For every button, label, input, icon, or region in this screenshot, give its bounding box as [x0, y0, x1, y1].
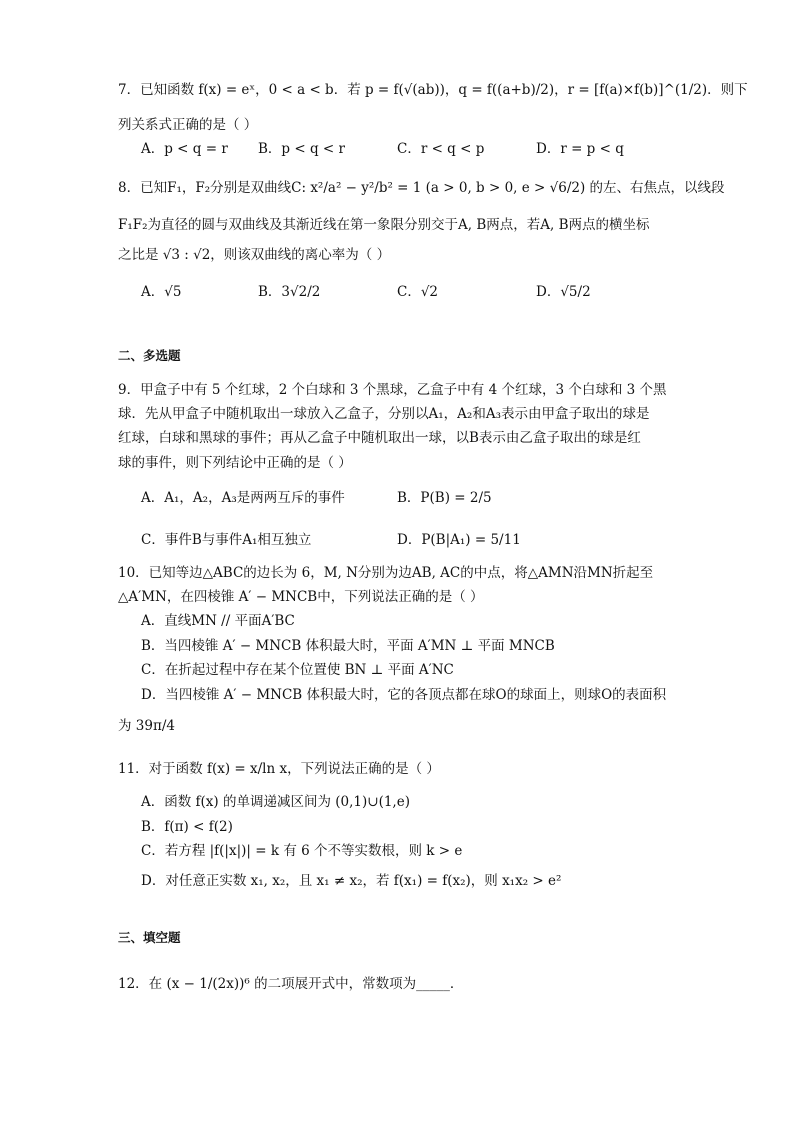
q8-option-c: C．√2 — [397, 284, 439, 300]
q10-stem-line2: △A′MN，在四棱锥 A′ − MNCB中，下列说法正确的是（ ） — [118, 589, 484, 605]
q8-stem-line2: F₁F₂为直径的圆与双曲线及其渐近线在第一象限分别交于A, B两点，若A, B两点的横坐标 — [118, 217, 650, 233]
q9-stem-line4: 球的事件，则下列结论中正确的是（ ） — [118, 455, 352, 471]
q12-stem: 12．在 (x − 1/(2x))⁶ 的二项展开式中，常数项为_____． — [118, 976, 464, 992]
q9-stem-line1: 9．甲盒子中有 5 个红球，2 个白球和 3 个黑球，乙盒子中有 4 个红球，3 个白球和 3 个黑 — [118, 382, 667, 398]
q10-option-b: B．当四棱锥 A′ − MNCB 体积最大时，平面 A′MN ⊥ 平面 MNCB — [141, 638, 555, 654]
q11-option-d: D．对任意正实数 x₁, x₂，且 x₁ ≠ x₂，若 f(x₁) = f(x₂)，则 x₁x₂ > e² — [141, 873, 562, 889]
q10-option-d-line1: D．当四棱锥 A′ − MNCB 体积最大时，它的各顶点都在球O的球面上，则球O的表面积 — [141, 687, 667, 703]
q8-option-d: D．√5/2 — [536, 284, 591, 300]
q8-option-a: A．√5 — [141, 284, 182, 300]
q9-stem-line3: 红球，白球和黑球的事件；再从乙盒子中随机取出一球，以B表示由乙盒子取出的球是红 — [118, 430, 641, 446]
q7-option-b: B．p < q < r — [258, 141, 345, 157]
q11-stem: 11．对于函数 f(x) = x/ln x，下列说法正确的是（ ） — [118, 761, 440, 777]
q10-option-c: C．在折起过程中存在某个位置使 BN ⊥ 平面 A′NC — [141, 662, 454, 678]
q11-option-b: B．f(π) < f(2) — [141, 819, 233, 835]
q7-option-c: C．r < q < p — [397, 141, 485, 157]
q7-option-d: D．r = p < q — [536, 141, 624, 157]
q9-option-d: D．P(B|A₁) = 5/11 — [397, 532, 521, 548]
q10-stem-line1: 10．已知等边△ABC的边长为 6，M, N分别为边AB, AC的中点，将△AMN沿MN折起至 — [118, 565, 654, 581]
q8-stem-line1: 8．已知F₁，F₂分别是双曲线C: x²/a² − y²/b² = 1 (a > 0, b > 0, e > √6/2) 的左、右焦点，以线段 — [118, 180, 725, 196]
q11-option-a: A．函数 f(x) 的单调递减区间为 (0,1)∪(1,e) — [141, 794, 410, 810]
q9-option-c: C．事件B与事件A₁相互独立 — [141, 532, 312, 548]
section-heading-fill-in: 三、填空题 — [118, 930, 181, 945]
q7-stem-line1: 7．已知函数 f(x) = eˣ，0 < a < b．若 p = f(√(ab))，q = f((a+b)/2)，r = [f(a)×f(b)]^(1/2)．则下 — [118, 82, 748, 98]
section-heading-multi-choice: 二、多选题 — [118, 348, 181, 363]
q7-option-a: A．p < q = r — [141, 141, 228, 157]
q7-stem-line2: 列关系式正确的是（ ） — [118, 117, 258, 133]
q9-option-b: B．P(B) = 2/5 — [397, 490, 492, 506]
q9-option-a: A．A₁，A₂，A₃是两两互斥的事件 — [141, 490, 345, 506]
q9-stem-line2: 球．先从甲盒子中随机取出一球放入乙盒子，分别以A₁，A₂和A₃表示由甲盒子取出的球是 — [118, 406, 650, 422]
q11-option-c: C．若方程 |f(|x|)| = k 有 6 个不等实数根，则 k > e — [141, 843, 463, 859]
q10-option-a: A．直线MN // 平面A′BC — [141, 613, 295, 629]
q10-option-d-line2: 为 39π/4 — [118, 718, 175, 734]
q8-option-b: B．3√2/2 — [258, 284, 321, 300]
q8-stem-line3: 之比是 √3 : √2，则该双曲线的离心率为（ ） — [118, 247, 391, 263]
